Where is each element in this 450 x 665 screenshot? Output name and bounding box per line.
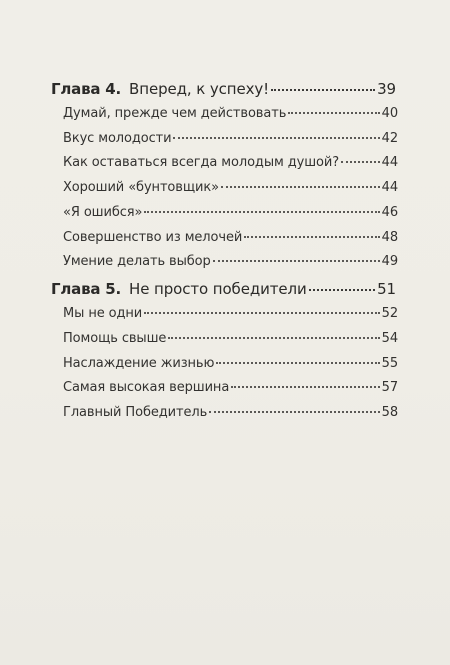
page-number: 42: [381, 131, 398, 146]
entry-title: Наслаждение жизнью: [63, 356, 215, 371]
entry-title: «Я ошибся»: [63, 205, 143, 220]
dot-leader: [173, 137, 379, 139]
toc-entry: [63, 155, 398, 170]
entry-title: Умение делать выбор: [63, 254, 211, 269]
entry-title: Совершенство из мелочей: [63, 230, 243, 245]
dot-leader: [288, 112, 379, 114]
page-number: 55: [381, 356, 398, 371]
toc-entry: [63, 306, 398, 321]
page-number: 44: [381, 180, 398, 195]
page-number: 58: [381, 405, 398, 420]
entry-title: Как оставаться всегда молодым душой?: [63, 155, 340, 170]
toc-entry: [63, 380, 398, 395]
toc-entry: [63, 106, 398, 121]
dot-leader: [144, 211, 379, 213]
page-number: 39: [377, 80, 396, 98]
page-number: 52: [381, 306, 398, 321]
page-number: 51: [377, 280, 396, 298]
page-number: 49: [381, 254, 398, 269]
dot-leader: [216, 362, 379, 364]
dot-leader: [271, 89, 375, 91]
dot-leader: [244, 236, 379, 238]
toc-entry: [63, 180, 398, 195]
page-number: 48: [381, 230, 398, 245]
chapter-label: Глава 4.: [51, 80, 122, 98]
page-number: 46: [381, 205, 398, 220]
toc-entry: [63, 131, 398, 146]
dot-leader: [221, 186, 380, 188]
toc-entry: [63, 205, 398, 220]
toc-chapter-4: [51, 80, 396, 98]
chapter-title: Не просто победители: [129, 280, 307, 298]
dot-leader: [168, 337, 379, 339]
chapter-label: Глава 5.: [51, 280, 122, 298]
dot-leader: [309, 289, 375, 291]
dot-leader: [213, 260, 380, 262]
entry-title: Главный Победитель: [63, 405, 208, 420]
page-number: 44: [381, 155, 398, 170]
dot-leader: [341, 161, 380, 163]
entry-title: Помощь свыше: [63, 331, 167, 346]
entry-title: Вкус молодости: [63, 131, 172, 146]
page-number: 54: [381, 331, 398, 346]
toc-entry: [63, 331, 398, 346]
toc-entry: [63, 254, 398, 269]
dot-leader: [209, 411, 380, 413]
entry-title: Думай, прежде чем действовать: [63, 106, 287, 121]
chapter-title: Вперед, к успеху!: [129, 80, 270, 98]
page-number: 40: [381, 106, 398, 121]
toc-chapter-5: [51, 280, 396, 298]
toc-entry: [63, 405, 398, 420]
entry-title: Хороший «бунтовщик»: [63, 180, 219, 195]
page-number: 57: [381, 380, 398, 395]
entry-title: Самая высокая вершина: [63, 380, 230, 395]
dot-leader: [144, 312, 380, 314]
toc-entry: [63, 356, 398, 371]
dot-leader: [231, 386, 379, 388]
entry-title: Мы не одни: [63, 306, 143, 321]
toc-entry: [63, 230, 398, 245]
